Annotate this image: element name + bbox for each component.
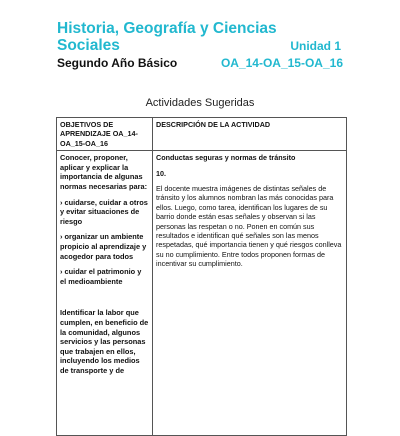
description-cell [153, 151, 347, 436]
description-column-header: DESCRIPCIÓN DE LA ACTIVIDAD [153, 118, 347, 151]
table-row [57, 151, 347, 436]
objectives-cell [57, 151, 153, 436]
subject-title-continued: Sociales [57, 37, 120, 54]
objective-item: › cuidarse, cuidar a otros y evitar situaciones de riesgo [60, 197, 148, 226]
subject-title: Historia, Geografía y Ciencias [57, 20, 277, 37]
section-title: Actividades Sugeridas [145, 97, 255, 109]
objective-item: › organizar un ambiente propicio al aprendizaje y acogedor para todos [60, 232, 147, 261]
objective-codes: OA_14-OA_15-OA_16 [220, 56, 343, 70]
objective-item: Conocer, proponer, aplicar y explicar la importancia de algunas normas necesarias para: [60, 153, 148, 191]
activities-table [56, 117, 347, 436]
activity-number: 10. [156, 168, 166, 178]
grade-label: Segundo Año Básico [57, 56, 178, 70]
objective-item: › cuidar el patrimonio y el medioambiente [60, 267, 142, 286]
document-header [57, 20, 357, 71]
objective-item: Identificar la labor que cumplen, en beneficio de la comunidad, algunos servicios y las personas que trabajen en ellos, incluyendo los medios de transporte y de [60, 308, 149, 375]
activity-title: Conductas seguras y normas de tránsito [156, 153, 296, 163]
table-header-row [57, 118, 347, 151]
unit-label: Unidad 1 [290, 39, 341, 53]
objectives-column-header: OBJETIVOS DE APRENDIZAJE OA_14-OA_15-OA_16 [57, 118, 153, 151]
activity-text: El docente muestra imágenes de distintas señales de tránsito y los alumnos nombran las más conocidas para ellos. Luego, como tarea, identifican los lugares de su barrio donde están esas señales y observan si las personas las respetan o no. Ponen en común sus resultados e identifican qué señales son las menos respetadas, qué importancia tienen y qué riesgos conlleva su no cumplimiento. Entre todos proponen formas de incentivar su cumplimiento. [156, 184, 342, 269]
